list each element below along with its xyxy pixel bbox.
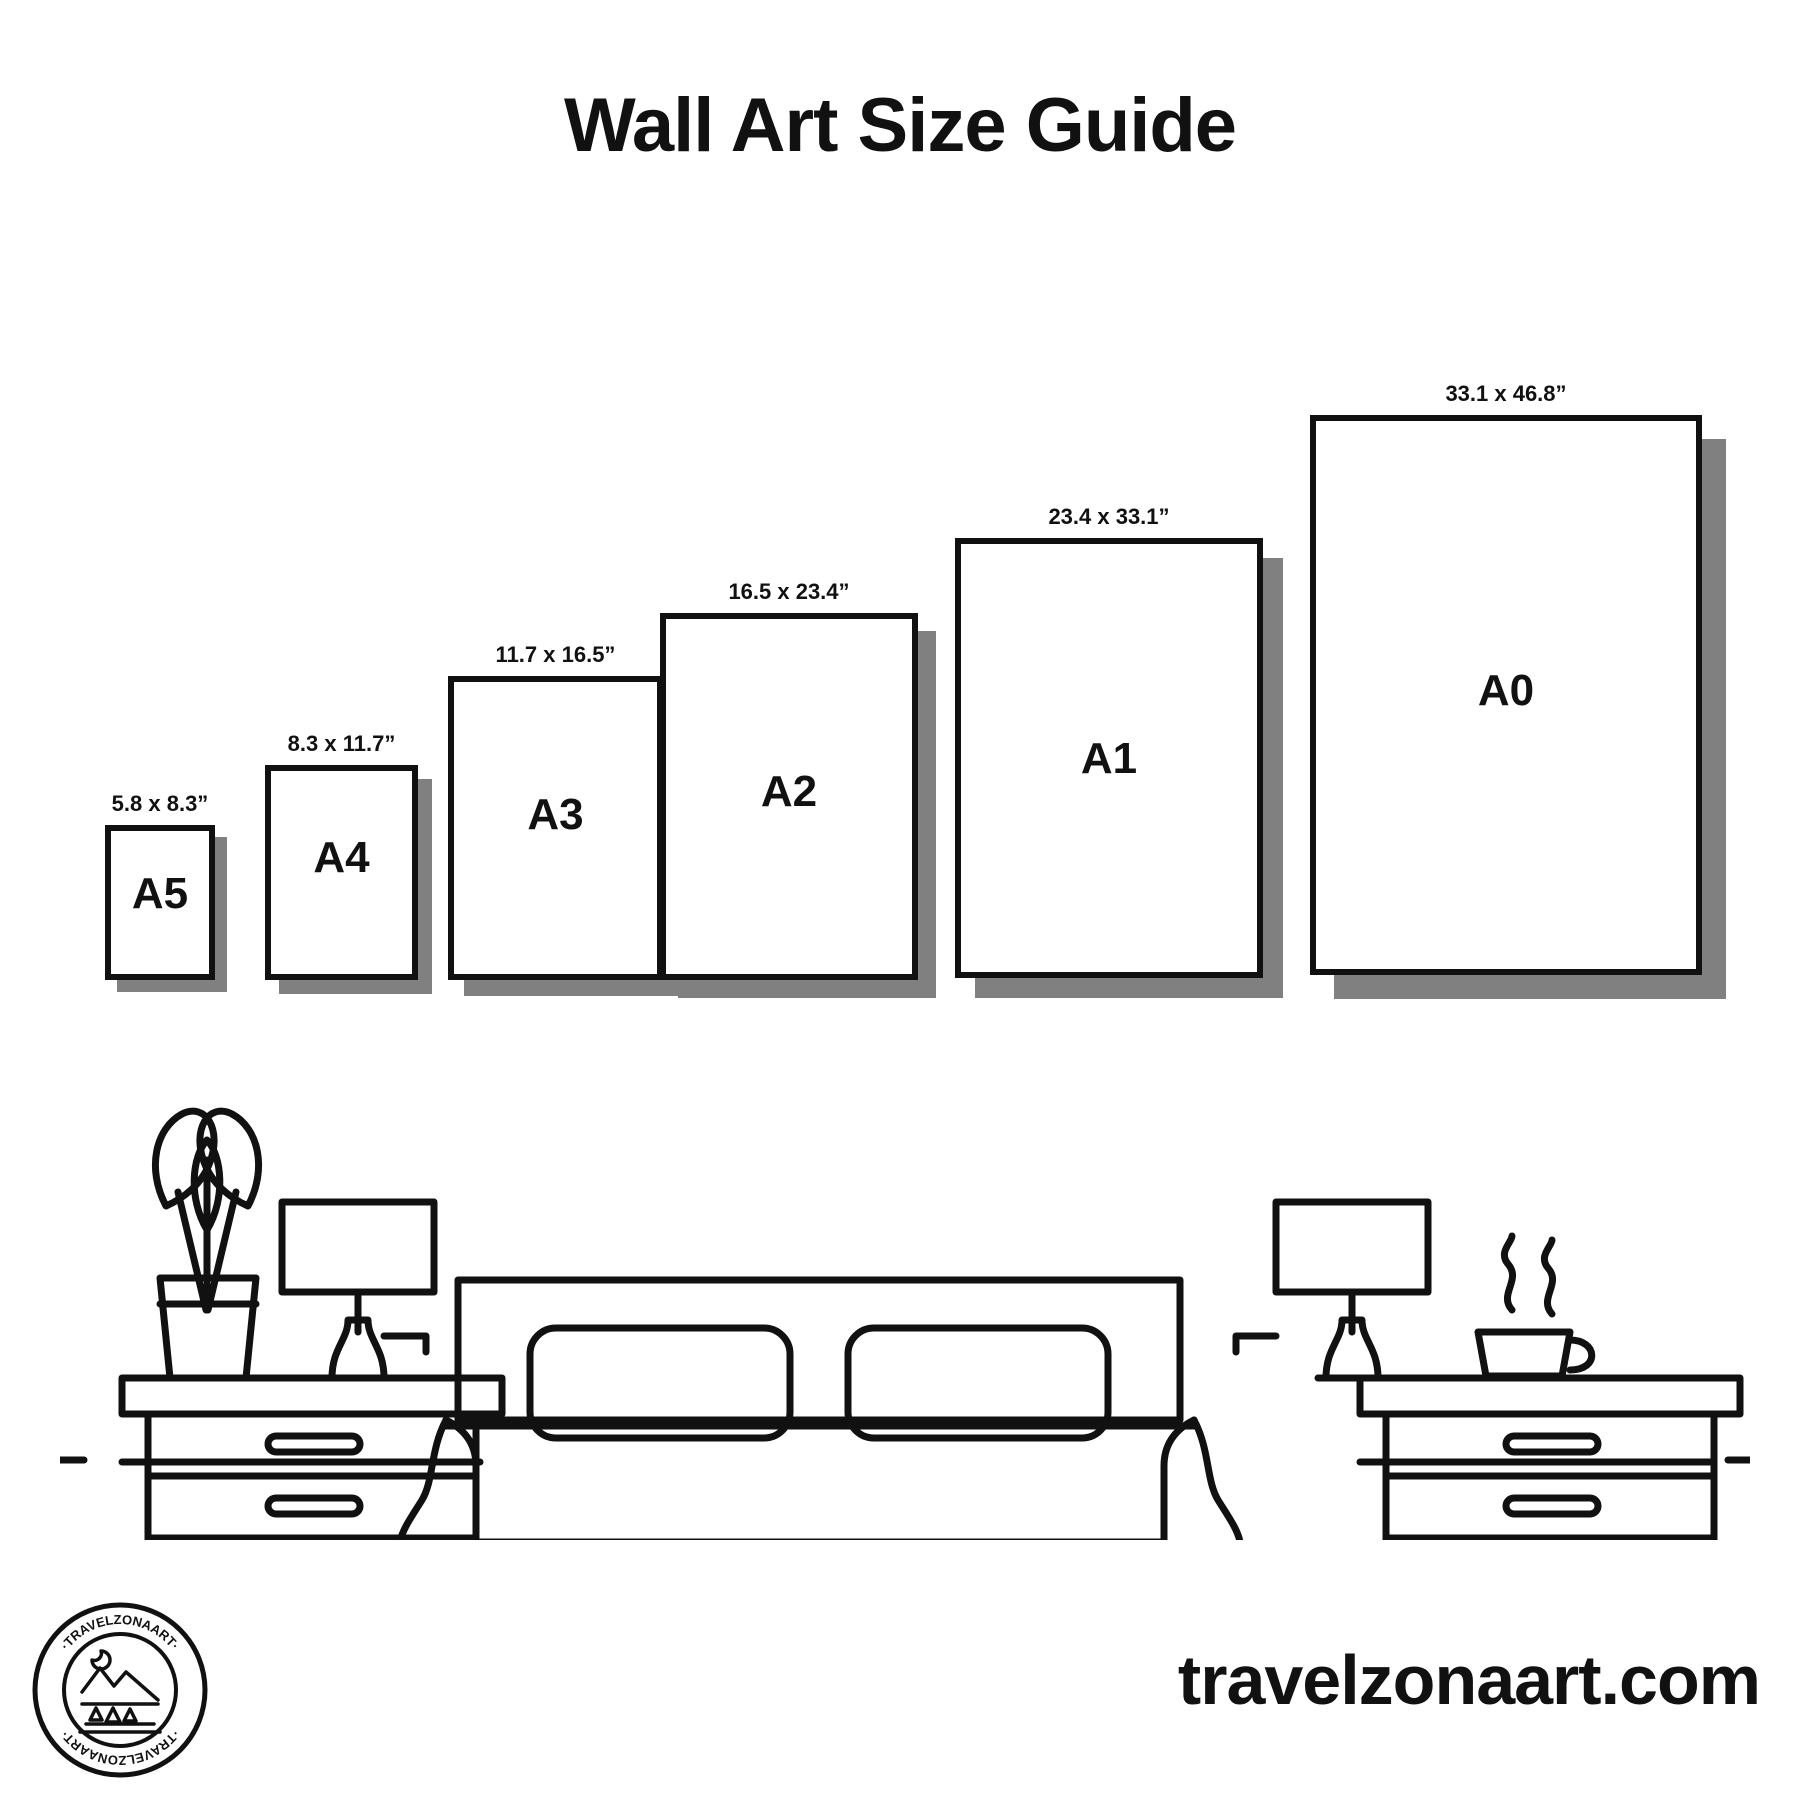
coffee-cup (1460, 1236, 1592, 1378)
logo-ring-text-top: ·TRAVELZONAART· (57, 1611, 183, 1653)
poster-group-a3[interactable] (448, 642, 663, 1000)
poster-frame-a5[interactable] (105, 825, 215, 980)
right-table-lamp (1236, 1202, 1428, 1378)
poster-frame-a1[interactable] (955, 538, 1263, 978)
poster-label-a0: A0 (1477, 666, 1535, 715)
poster-dimension-a0: 33.1 x 46.8” (1445, 381, 1567, 406)
poster-label-a3: A3 (527, 790, 584, 839)
poster-frame-a3[interactable] (448, 676, 663, 980)
poster-group-a0[interactable] (1310, 381, 1702, 1000)
logo-ring-text-bottom: ·TRAVELZONAART· (57, 1727, 183, 1769)
poster-dimension-a1: 23.4 x 33.1” (1048, 504, 1170, 529)
poster-dimension-a3: 11.7 x 16.5” (495, 642, 616, 667)
poster-group-a5[interactable] (105, 791, 215, 1000)
poster-group-a2[interactable] (660, 579, 918, 1000)
poster-dimension-a4: 8.3 x 11.7” (287, 731, 396, 756)
poster-frame-a2[interactable] (660, 613, 918, 980)
poster-label-a1: A1 (1080, 734, 1138, 783)
poster-dimension-a5: 5.8 x 8.3” (111, 791, 209, 816)
page-title: Wall Art Size Guide (563, 83, 1237, 168)
poster-label-a5: A5 (131, 869, 189, 918)
poster-label-a4: A4 (313, 833, 370, 882)
poster-group-a4[interactable] (265, 731, 418, 1000)
poster-frame-a0[interactable] (1310, 415, 1702, 975)
bed (400, 1280, 1240, 1540)
logo-mountain-icon (80, 1651, 160, 1732)
site-url[interactable]: travelzonaart.com (1177, 1641, 1760, 1719)
poster-label-a2: A2 (760, 767, 818, 816)
floor-line (60, 1460, 1750, 1462)
poster-frame-a4[interactable] (265, 765, 418, 980)
brand-logo[interactable] (30, 1600, 210, 1780)
left-table-lamp (282, 1202, 434, 1378)
bedroom-illustration (60, 980, 1750, 1540)
plant-vase (155, 1111, 258, 1378)
poster-group-a1[interactable] (955, 504, 1263, 1000)
poster-size-row (0, 280, 1800, 1000)
poster-dimension-a2: 16.5 x 23.4” (728, 579, 850, 604)
